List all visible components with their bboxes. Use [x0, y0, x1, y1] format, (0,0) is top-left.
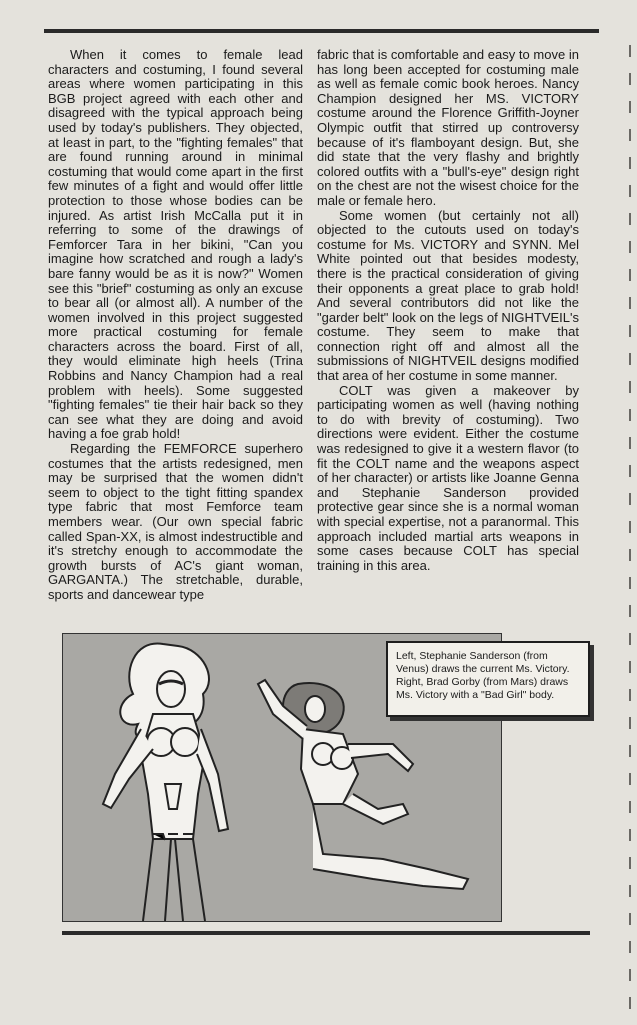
paragraph-cutouts: Some women (but certainly not all) objected to the cutouts used on today's costume for Ms. VICTORY and SYNN. Mel White pointed out that besides modesty, there is the practical consideration of giving their opponents a great place to grab hold! And several contributors did not like the "garder belt" look on the legs of NIGHTVEIL's costume. They seem to make that connection right off and almost all the submissions of NIGHTVEIL designs modified that area of her costume in some manner. [317, 207, 579, 384]
article-right-column [317, 48, 579, 573]
paragraph-fabric: fabric that is comfortable and easy to move in has long been accepted for costuming male as well as female comic book heroes. Nancy Champion designed her MS. VICTORY costume around the Florence Griffith-Joyner Olympic outfit that stirred up controversy because of it's flamboyant design. But, she did state that the very flashy and brightly colored outfits with a "bull's-eye" design right on the chest are not the wisest choice for the male or female hero. [317, 47, 579, 208]
article-left-column [48, 48, 303, 603]
paragraph-femforce-costumes: Regarding the FEMFORCE superhero costumes that the artists redesigned, men may be surprised that the women didn't seem to object to the tight fitting spandex type fabric that most Femforce team members wear. (Our own special fabric called Span-XX, is almost indestructible and it's stretchy enough to accommodate the growth bursts of AC's giant woman, GARGANTA.) The stretchable, durable, sports and dancewear type [48, 441, 303, 602]
paragraph-costuming: When it comes to female lead characters and costuming, I found several areas where women participating in this BGB project agreed with each other and disagreed with the typical approach being used by today's publishers. They objected, at least in part, to the "fighting females" that are found running around in minimal costuming that would come apart in the first few minutes of a fight and would offer little protection to those whose bodies can be injured. As artist Irish McCalla put it in referring to some of the drawings of Femforcer Tara in her bikini, "Can you imagine how scratched and rough a lady's bare fanny would be as it is now?" Women see this "brief" costuming as only an excuse to bear all (or almost all). A number of the women involved in this project suggested more practical costuming for female characters across the board. First of all, they would eliminate high heels (Trina Robbins and Nancy Champion had a real problem with heels). Some suggested "fighting females" tie their hair back so they can see what they are doing and avoid having a foe grab hold! [48, 47, 303, 442]
caption-box [386, 641, 590, 717]
top-rule [44, 29, 599, 33]
paragraph-colt: COLT was given a makeover by participating women as well (having nothing to do with brevity of costuming). Two directions were evident. Either the costume was redesigned to give it a western flavor (to fit the COLT name and the weapons aspect of her character) or artists like Joanne Genna and Stephanie Sanderson provided protective gear since she is a normal woman with special expertise, not a paranormal. This approach included martial arts weapons in some cases because COLT has special training in this area. [317, 382, 579, 573]
page-edge-binding [627, 45, 633, 1025]
bottom-rule [62, 931, 590, 935]
caption-text: Left, Stephanie Sanderson (from Venus) draws the current Ms. Victory. Right, Brad Gorby (from Mars) draws Ms. Victory with a "Bad Girl" body. [396, 650, 570, 701]
